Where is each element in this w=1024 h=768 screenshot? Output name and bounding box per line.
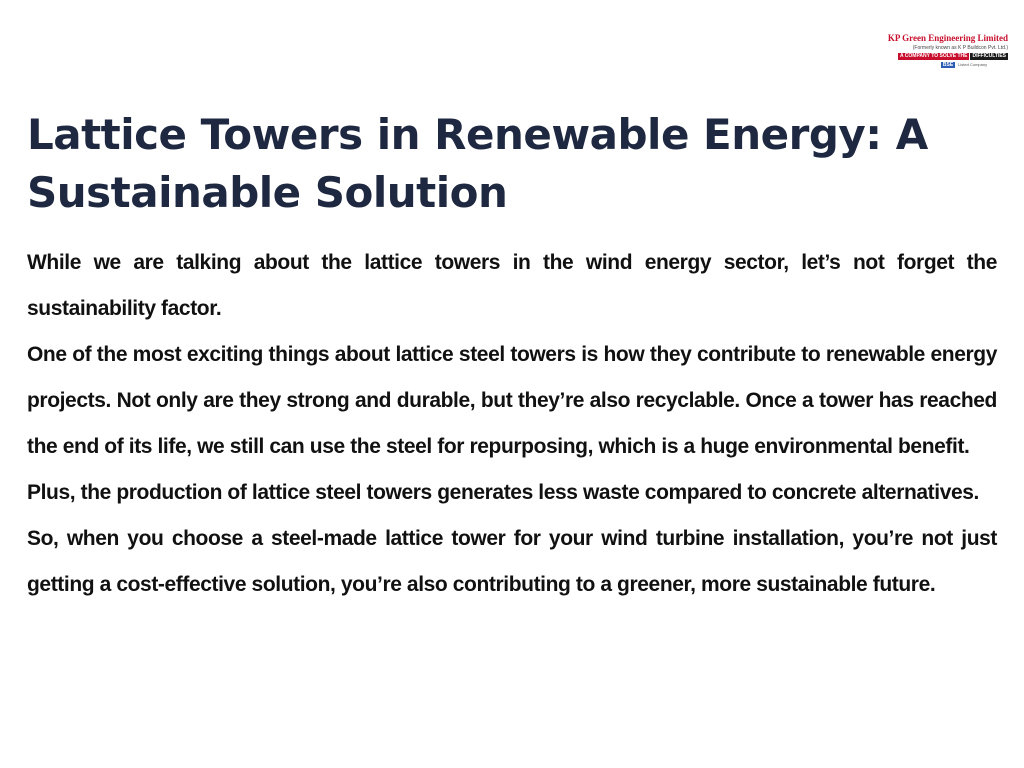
logo-tagline-red: A COMPANY TO SOLVE THE (899, 53, 968, 59)
slide-body (27, 240, 997, 608)
body-paragraph: While we are talking about the lattice towers in the wind energy sector, let’s not forget the sustainability factor. (27, 251, 997, 320)
slide-title: Lattice Towers in Renewable Energy: A Sustainable Solution (27, 110, 928, 217)
company-logo (880, 33, 1008, 68)
body-paragraph: Plus, the production of lattice steel towers generates less waste compared to concrete alternatives. (27, 481, 979, 504)
body-paragraph: So, when you choose a steel-made lattice tower for your wind turbine installation, you’re not just getting a cost-effective solution, you’re also contributing to a greener, more sustainable future. (27, 527, 997, 596)
logo-company-name: KP Green Engineering Limited (887, 33, 1008, 43)
logo-tagline-dark: DIFFICULTIES (972, 53, 1006, 59)
logo-tagline (880, 53, 1008, 60)
logo-listed-text: Listed Company (958, 62, 988, 67)
body-paragraph: One of the most exciting things about lattice steel towers is how they contribute to renewable energy projects. Not only are they strong and durable, but they’re also recyclable. Once a tower has reached the end of its life, we still can use the steel for repurposing, which is a huge environmental benefit. (27, 343, 997, 458)
logo-formerly-text: (Formerly known as K P Buildcon Pvt. Ltd.) (912, 45, 1008, 51)
logo-listed-row (880, 62, 1008, 68)
bse-logo-icon: BSE (942, 62, 954, 68)
